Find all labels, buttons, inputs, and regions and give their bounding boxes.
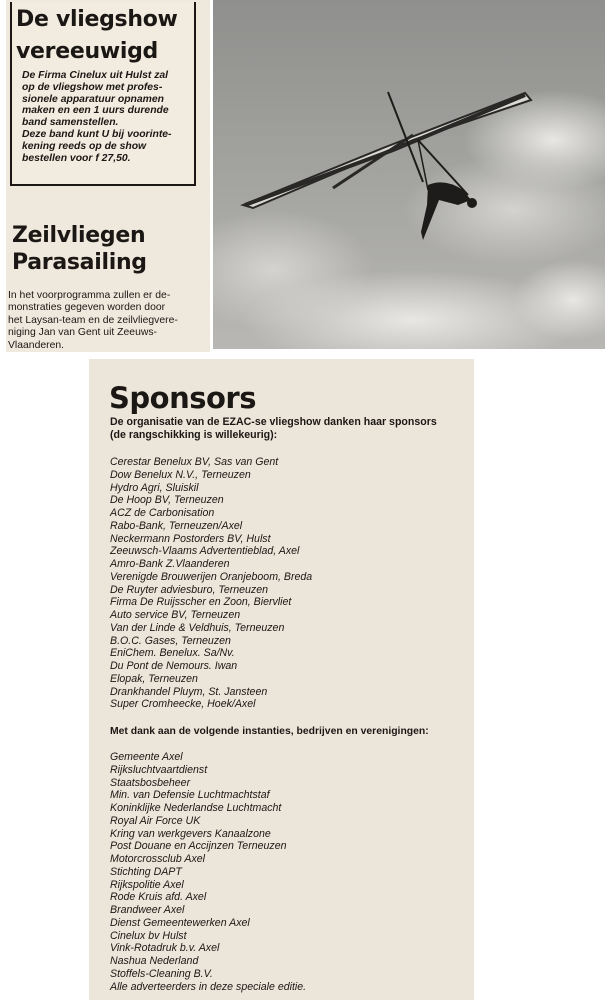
list-item: Kring van werkgevers Kanaalzone [110,827,271,840]
body-line: In het voorprogramma zullen er de- [8,290,171,301]
list-item: Hydro Agri, Sluiskil [110,481,199,494]
sponsor-list [110,456,312,711]
body-line: bestellen voor f 27,50. [22,152,131,164]
intro-line: (de rangschikking is willekeurig): [110,429,278,442]
list-item: Neckermann Postorders BV, Hulst [110,532,271,545]
list-item: Stichting DAPT [110,865,182,878]
list-item: Brandweer Axel [110,904,185,916]
list-item: Dienst Gemeentewerken Axel [110,916,250,929]
body-line: sionele apparatuur opnamen [22,93,165,105]
intro-line: De organisatie van de EZAC-se vliegshow danken haar sponsors [110,416,437,428]
list-item: Stoffels-Cleaning B.V. [110,967,213,980]
title-line: Parasailing [12,250,147,275]
list-item: Min. van Defensie Luchtmachtstaf [110,789,270,802]
thanks-list [110,751,306,993]
list-item: De Ruyter adviesburo, Terneuzen [110,583,269,596]
list-item: B.O.C. Gases, Terneuzen [110,634,231,647]
title-line: vereeuwigd [16,39,158,64]
list-item: Dow Benelux N.V., Terneuzen [110,468,251,481]
list-item: Drankhandel Pluym, St. Jansteen [110,685,268,698]
article-body-vliegshow [22,70,194,164]
body-line: niging Jan van Gent uit Zeeuws- [8,327,158,339]
body-line: op de vliegshow met profes- [22,81,163,93]
list-item: Firma De Ruijsscher en Zoon, Biervliet [110,596,292,609]
list-item: Rode Kruis afd. Axel [110,891,207,904]
list-item: Elopak, Terneuzen [110,672,198,685]
list-item: Post Douane en Accijnzen Terneuzen [110,840,287,853]
list-item: EniChem. Benelux. Sa/Nv. [110,647,235,660]
list-item: Auto service BV, Terneuzen [110,609,241,621]
list-item: De Hoop BV, Terneuzen [110,494,224,507]
body-line: De Firma Cinelux uit Hulst zal [22,70,169,81]
list-item: Du Pont de Nemours. Iwan [110,660,238,672]
body-line: monstraties gegeven worden door [8,302,166,314]
list-item: Rijkspolitie Axel [110,878,184,891]
list-item: Motorcrossclub Axel [110,853,205,865]
title-line: De vliegshow [16,7,178,32]
list-item: Cinelux bv Hulst [110,929,187,942]
body-line: het Laysan-team en de zeilvliegvere- [8,314,178,326]
list-item: Cerestar Benelux BV, Sas van Gent [110,456,279,468]
list-item: Koninklijke Nederlandse Luchtmacht [110,802,282,814]
list-item: Vink-Rotadruk b.v. Axel [110,942,220,955]
list-item: Amro-Bank Z.Vlaanderen [110,558,230,570]
body-line: kening reeds op de show [22,140,147,152]
list-item: Zeeuwsch-Vlaams Advertentieblad, Axel [110,545,300,558]
list-item: Verenigde Brouwerijen Oranjeboom, Breda [110,570,313,583]
title-line: Zeilvliegen [12,223,146,248]
body-line: Deze band kunt U bij voorinte- [22,128,172,140]
list-item: Gemeente Axel [110,751,183,763]
body-line: Vlaanderen. [8,339,65,351]
list-item: Super Cromheecke, Hoek/Axel [110,698,256,711]
list-item: ACZ de Carbonisation [110,507,215,519]
hang-glider-photo [213,0,605,349]
list-item: Staatsbosbeheer [110,776,191,789]
body-line: maken en een 1 uurs durende [22,105,169,117]
list-item: Van der Linde & Veldhuis, Terneuzen [110,621,285,634]
body-line: band samenstellen. [22,117,119,129]
sponsors-intro [110,416,470,443]
list-item: Nashua Nederland [110,955,199,967]
list-item: Rijksluchtvaartdienst [110,763,208,776]
list-item: Royal Air Force UK [110,814,201,827]
article-title-parasailing [12,222,208,276]
list-item: Rabo-Bank, Terneuzen/Axel [110,519,243,532]
list-item: Alle adverteerders in deze speciale editie. [110,980,307,993]
article-title-vliegshow [16,4,196,68]
thanks-heading: Met dank aan de volgende instanties, bedrijven en verenigingen: [110,726,429,737]
sponsors-heading: Sponsors [109,381,256,415]
article-body-parasailing [8,290,208,352]
